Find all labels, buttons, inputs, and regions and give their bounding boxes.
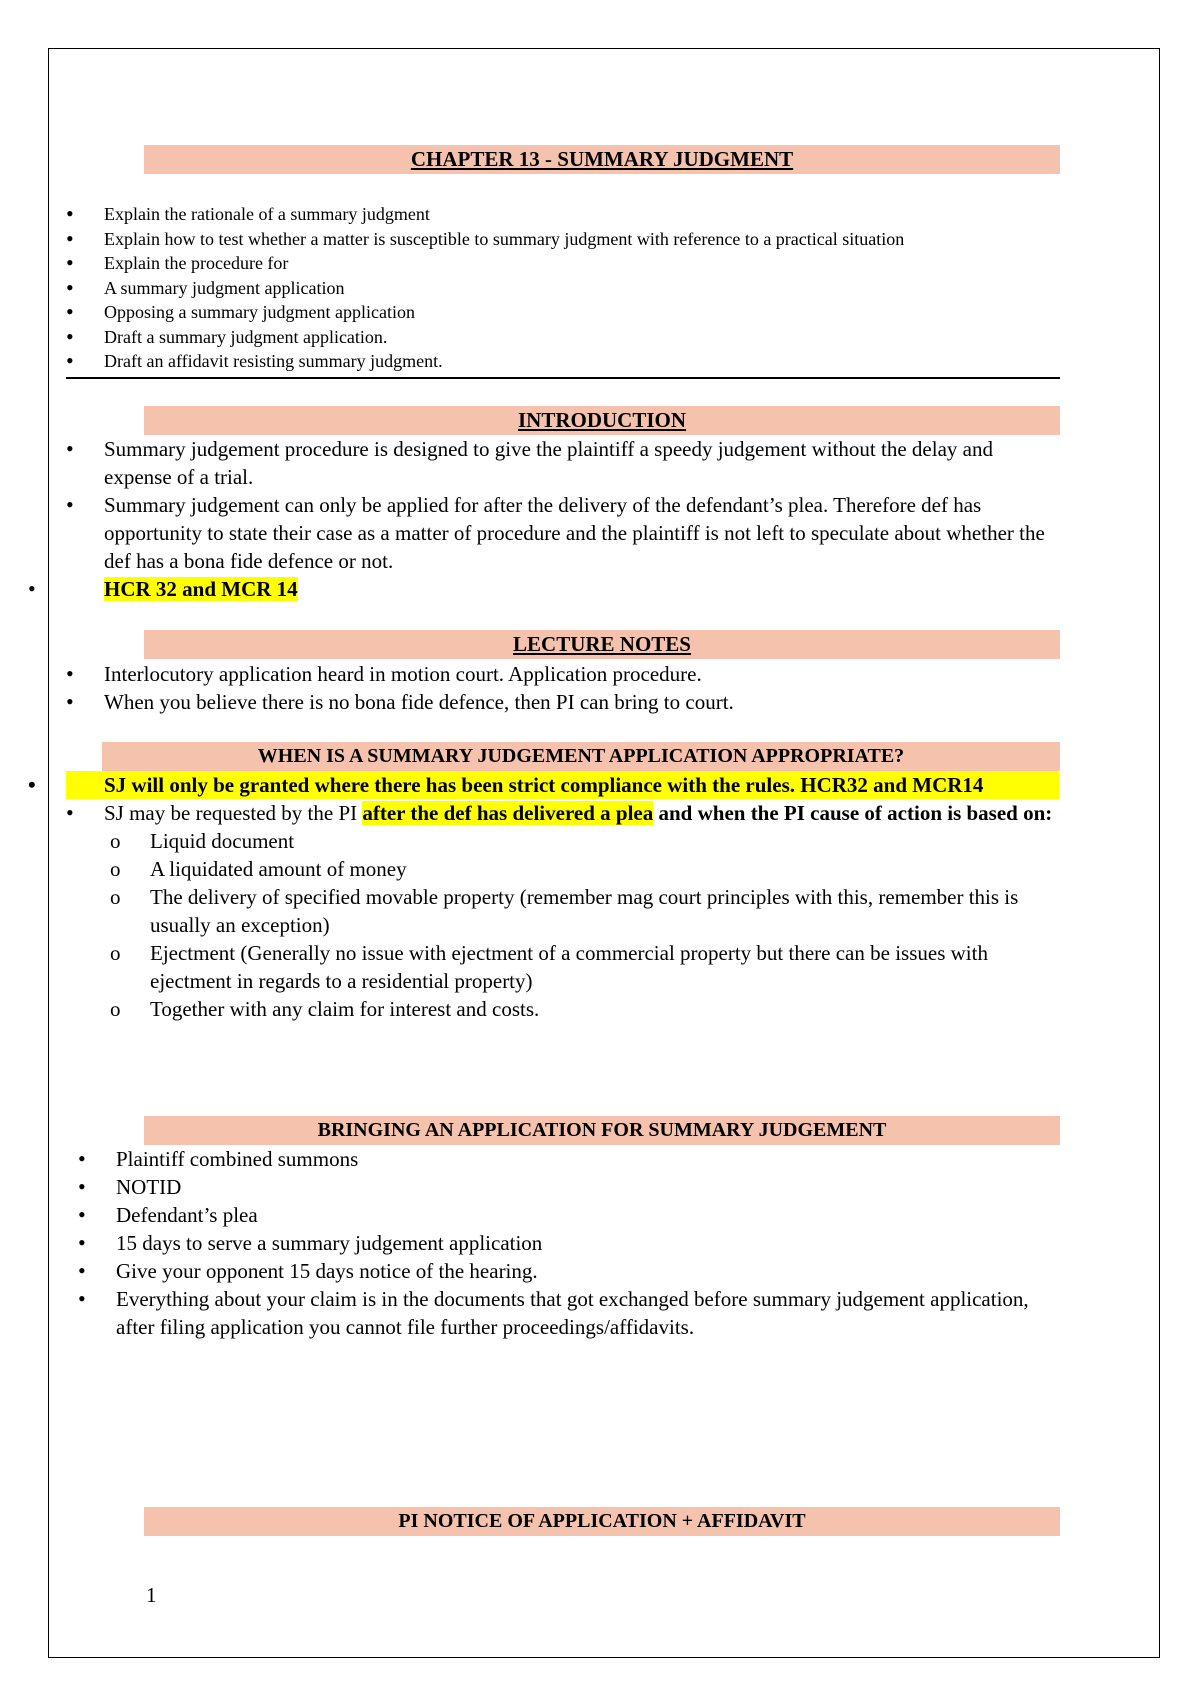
when-heading	[102, 742, 1060, 771]
list-item: o The delivery of specified movable property (remember mag court principles with this, remember this is usually an exception)	[110, 883, 1060, 939]
list-item: • 15 days to serve a summary judgement application	[116, 1229, 1060, 1257]
list-item: • Opposing a summary judgment application	[104, 300, 1084, 325]
list-item: • Explain the procedure for	[104, 251, 1084, 276]
list-item: • Explain the rationale of a summary judgment	[104, 202, 1084, 227]
list-item: • Draft a summary judgment application.	[104, 325, 1084, 350]
list-item: • Summary judgement can only be applied for after the delivery of the defendant’s plea. Therefore def has opportunity to state their case as a matter of procedure and the plaintiff is not left to speculate about whether the def has a bona fide defence or not.	[104, 491, 1060, 575]
list-item	[104, 799, 1060, 827]
list-item: • Interlocutory application heard in motion court. Application procedure.	[104, 660, 1060, 688]
objectives-list	[104, 202, 1084, 374]
strict-compliance-text: SJ will only be granted where there has been strict compliance with the rules. HCR32 and MCR14	[104, 773, 984, 797]
sub-list-wrapper	[104, 827, 1060, 1023]
after-plea-text: after the def has delivered a plea	[362, 801, 654, 825]
chapter-title: CHAPTER 13 - SUMMARY JUDGMENT	[410, 147, 794, 171]
bringing-heading	[144, 1116, 1060, 1145]
bringing-list	[116, 1145, 1060, 1341]
lecture-list	[104, 660, 1060, 716]
notice-heading	[144, 1507, 1060, 1536]
list-item: • Give your opponent 15 days notice of the hearing.	[116, 1257, 1060, 1285]
list-item: • Draft an affidavit resisting summary judgment.	[104, 349, 1084, 374]
section-divider	[66, 377, 1060, 379]
list-item: • NOTID	[116, 1173, 1060, 1201]
list-item: • Defendant’s plea	[116, 1201, 1060, 1229]
rule-reference: HCR 32 and MCR 14	[104, 577, 298, 601]
list-item: • Explain how to test whether a matter is susceptible to summary judgment with reference to a practical situation	[104, 227, 1084, 252]
lecture-title: LECTURE NOTES	[513, 632, 691, 656]
cause-of-action-text: and when the PI cause of action is based on:	[653, 801, 1053, 825]
lecture-heading	[144, 630, 1060, 659]
list-item	[66, 771, 1059, 799]
when-list	[104, 771, 1060, 1023]
page-number: 1	[146, 1583, 157, 1607]
list-item: • A summary judgment application	[104, 276, 1084, 301]
request-text: SJ may be requested by the PI	[104, 801, 363, 825]
list-item: • When you believe there is no bona fide defence, then PI can bring to court.	[104, 688, 1060, 716]
notice-title: PI NOTICE OF APPLICATION + AFFIDAVIT	[398, 1510, 806, 1532]
list-item: o Ejectment (Generally no issue with ejectment of a commercial property but there can be issues with ejectment in regards to a residential property)	[110, 939, 1060, 995]
list-item: • Plaintiff combined summons	[116, 1145, 1060, 1173]
introduction-list	[104, 435, 1060, 603]
when-title: WHEN IS A SUMMARY JUDGEMENT APPLICATION APPROPRIATE?	[257, 745, 905, 767]
cause-list	[110, 827, 1060, 1023]
list-item: o A liquidated amount of money	[110, 855, 1060, 883]
bringing-title: BRINGING AN APPLICATION FOR SUMMARY JUDGEMENT	[317, 1119, 887, 1141]
list-item: • Summary judgement procedure is designed to give the plaintiff a speedy judgement without the delay and expense of a trial.	[104, 435, 1060, 491]
chapter-heading	[144, 145, 1060, 174]
list-item	[66, 575, 370, 603]
introduction-title: INTRODUCTION	[517, 408, 687, 432]
list-item: o Together with any claim for interest and costs.	[110, 995, 1060, 1023]
list-item: • Everything about your claim is in the documents that got exchanged before summary judgement application, after filing application you cannot file further proceedings/affidavits.	[116, 1285, 1060, 1341]
introduction-heading	[144, 406, 1060, 435]
list-item: o Liquid document	[110, 827, 1060, 855]
